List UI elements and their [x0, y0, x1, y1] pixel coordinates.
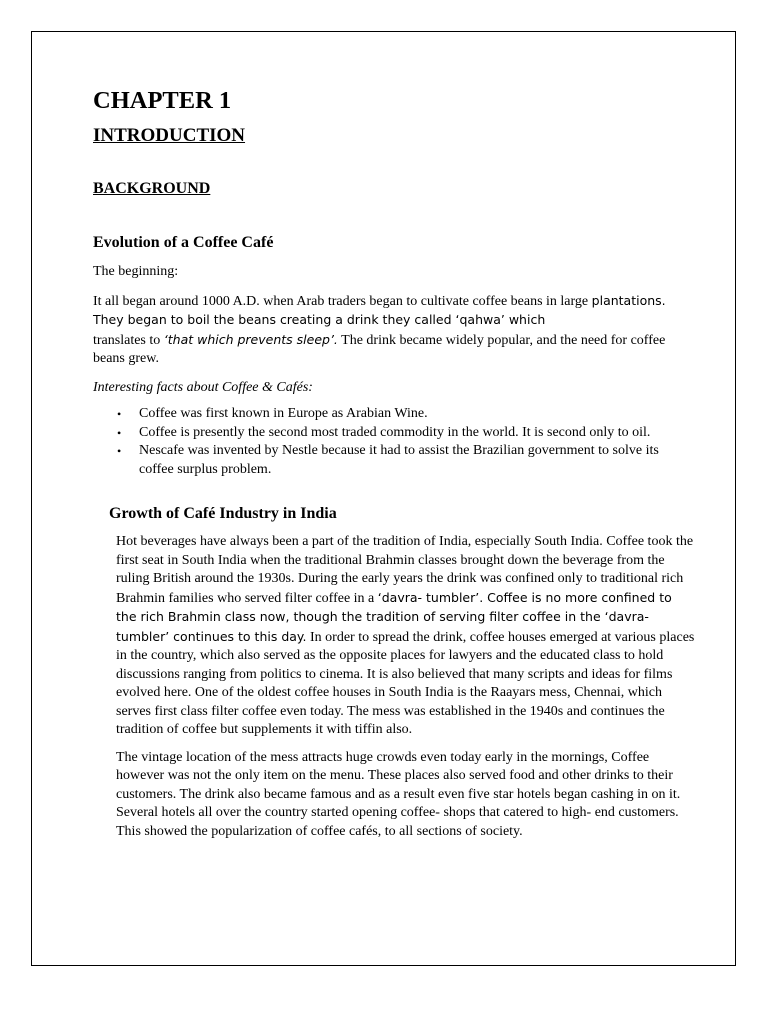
- growth-paragraph-2: The vintage location of the mess attracts huge crowds even today early in the mornings, Coffee however was not the only item on the menu. These places also served food and other drinks to their customers. The drink also became famous and as a result even five star hotels began cashing in on it. Several hotels all over the country started opening coffee- shops that catered to high- end customers. This showed the popularization of coffee cafés, to all sections of society.: [116, 749, 681, 839]
- evolution-text-5: The drink became widely popular, and the need for coffee beans grew.: [93, 332, 666, 366]
- bullet-icon: •: [117, 444, 122, 458]
- beginning-label: The beginning:: [93, 264, 179, 279]
- evolution-heading: Evolution of a Coffee Café: [93, 234, 274, 251]
- growth-text-2: ‘davra- tumbler’. Coffee is no more confined to the rich Brahmin class now, though the tradition of serving filter coffee in the ‘davra- tumbler’ continues to this day.: [116, 589, 672, 644]
- list-item: [117, 442, 676, 479]
- growth-heading: Growth of Café Industry in India: [109, 505, 337, 522]
- chapter-title: CHAPTER 1: [93, 87, 232, 114]
- fact-text: Coffee was first known in Europe as Arabian Wine.: [139, 406, 428, 421]
- growth-text-1: Hot beverages have always been a part of the tradition of India, especially South India. Coffee took the first seat in South India when the traditional Brahmin classes brought down the beverage from the ruling British around the 1930s. During the early years the drink was confined only to traditional rich Brahmin families who served filter coffee in a: [116, 534, 694, 606]
- evolution-text-1: It all began around 1000 A.D. when Arab traders began to cultivate coffee beans in large: [93, 293, 592, 309]
- section-title: INTRODUCTION: [93, 125, 246, 146]
- facts-heading: Interesting facts about Coffee & Cafés:: [93, 379, 313, 395]
- background-heading: BACKGROUND: [93, 180, 211, 197]
- evolution-quote: ‘that which prevents sleep’.: [163, 331, 338, 347]
- evolution-text-2: plantations. They began to boil the beans creating a drink they called ‘qahwa’ which: [93, 292, 666, 327]
- bullet-icon: •: [117, 425, 122, 440]
- list-item: [117, 405, 676, 424]
- growth-section: [116, 533, 696, 841]
- bullet-icon: •: [117, 407, 122, 421]
- growth-paragraph-1: [116, 533, 696, 740]
- facts-list: [93, 405, 676, 479]
- fact-text: Nescafe was invented by Nestle because it had to assist the Brazilian government to solve its coffee surplus problem.: [139, 443, 659, 477]
- growth-text-3: In order to spread the drink, coffee houses emerged at various places in the country, which also served as the opposite places for lawyers and the educated class to hold discussions ranging from politics to cinema. It is also believed that many scripts and ideas for films evolved here. One of the oldest coffee houses in South India is the Raayars mess, Chennai, which serves first class filter coffee even today. The mess was established in the 1940s and continues the tradition of coffee but supplements it with tiffin also.: [116, 629, 695, 737]
- list-item: [117, 424, 676, 443]
- document-content: [93, 86, 695, 841]
- evolution-paragraph: [93, 292, 676, 369]
- evolution-text-3: translates to: [93, 332, 164, 348]
- fact-text: Coffee is presently the second most traded commodity in the world. It is second only to oil.: [139, 424, 651, 440]
